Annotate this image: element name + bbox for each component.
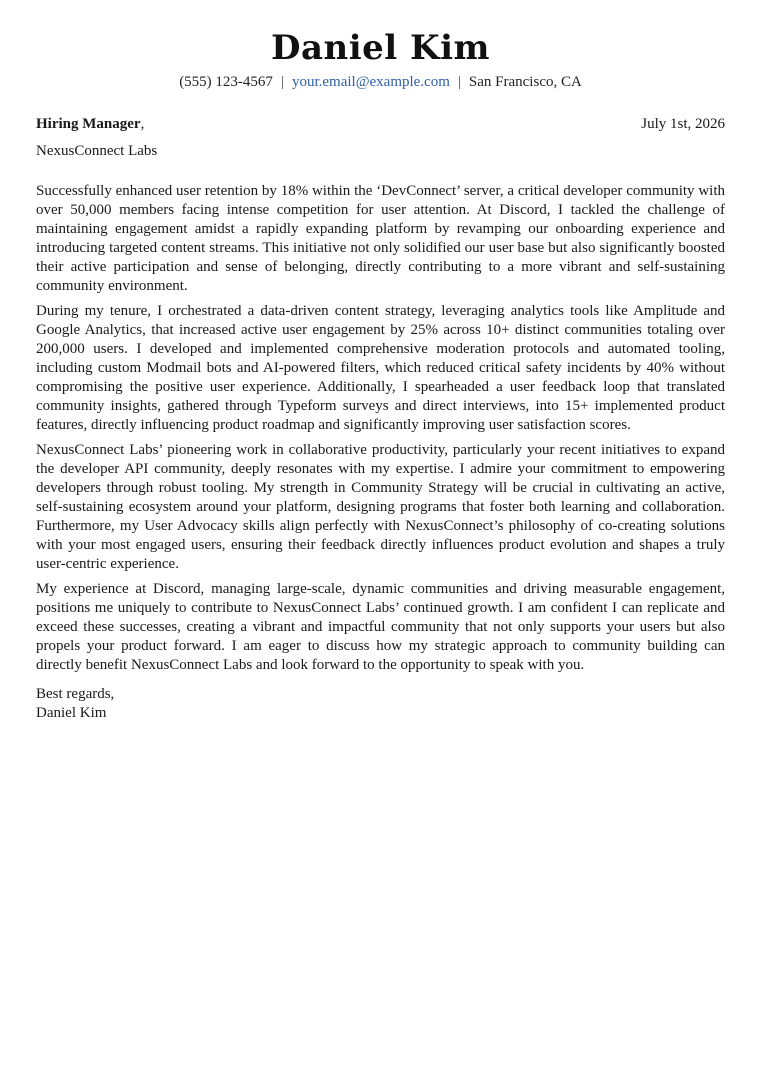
letter-closing	[36, 685, 725, 723]
recipient-title: Hiring Manager	[36, 116, 141, 132]
letter-date: July 1st, 2026	[641, 116, 725, 132]
body-paragraph: During my tenure, I orchestrated a data-driven content strategy, leveraging analytics tools like Amplitude and Google Analytics, that increased active user engagement by 25% across 10+ distinct communities totaling over 200,000 users. I developed and implemented comprehensive moderation protocols and automated tooling, including custom Modmail bots and AI-powered filters, which reduced critical safety incidents by 40% without compromising the positive user experience. Additionally, I spearheaded a user feedback loop that translated community insights, gathered through Typeform surveys and direct interviews, into 15+ implemented product features, directly influencing product roadmap and significantly improving user satisfaction scores.	[36, 303, 725, 433]
recipient-company: NexusConnect Labs	[36, 143, 158, 159]
recipient-line	[36, 114, 144, 134]
signature-name: Daniel Kim	[36, 705, 107, 721]
phone-number: (555) 123-4567	[179, 74, 273, 90]
contact-separator: |	[457, 74, 461, 90]
body-paragraph: My experience at Discord, managing large-scale, dynamic communities and driving measurable engagement, positions me uniquely to contribute to NexusConnect Labs’ continued growth. I am confident I can replicate and exceed these successes, creating a vibrant and impactful community that not only supports your users but also propels your product forward. I am eager to discuss how my strategic approach to community building can directly benefit NexusConnect Labs and look forward to the opportunity to speak with you.	[36, 581, 725, 673]
closing-salutation: Best regards,	[36, 686, 115, 702]
email-link[interactable]: your.email@example.com	[291, 74, 450, 90]
applicant-name: Daniel Kim	[271, 28, 490, 68]
recipient-date-row	[36, 114, 725, 134]
letter-body	[36, 182, 725, 675]
body-paragraph: NexusConnect Labs’ pioneering work in collaborative productivity, particularly your recent initiatives to expand the developer API community, deeply resonates with my expertise. I admire your commitment to empowering developers through robust tooling. My strength in Community Strategy will be crucial in cultivating an active, self-sustaining ecosystem around your platform, designing programs that foster both learning and collaboration. Furthermore, my User Advocacy skills align perfectly with NexusConnect’s philosophy of co-creating solutions with your most engaged users, ensuring their feedback directly influences product evolution and shapes a truly user-centric experience.	[36, 442, 725, 572]
recipient-title-comma: ,	[140, 116, 145, 132]
body-paragraph: Successfully enhanced user retention by 18% within the ‘DevConnect’ server, a critical developer community with over 50,000 members facing intense competition for user attention. At Discord, I tackled the challenge of maintaining engagement amidst a rapidly expanding platform by revamping our onboarding experience and introducing targeted content streams. This initiative not only solidified our user base but also significantly boosted their active participation and sense of belonging, directly contributing to a more vibrant and self-sustaining community environment.	[36, 183, 725, 294]
contact-line	[36, 72, 725, 92]
location: San Francisco, CA	[468, 74, 582, 90]
cover-letter-page	[36, 28, 725, 723]
contact-separator: |	[280, 74, 284, 90]
